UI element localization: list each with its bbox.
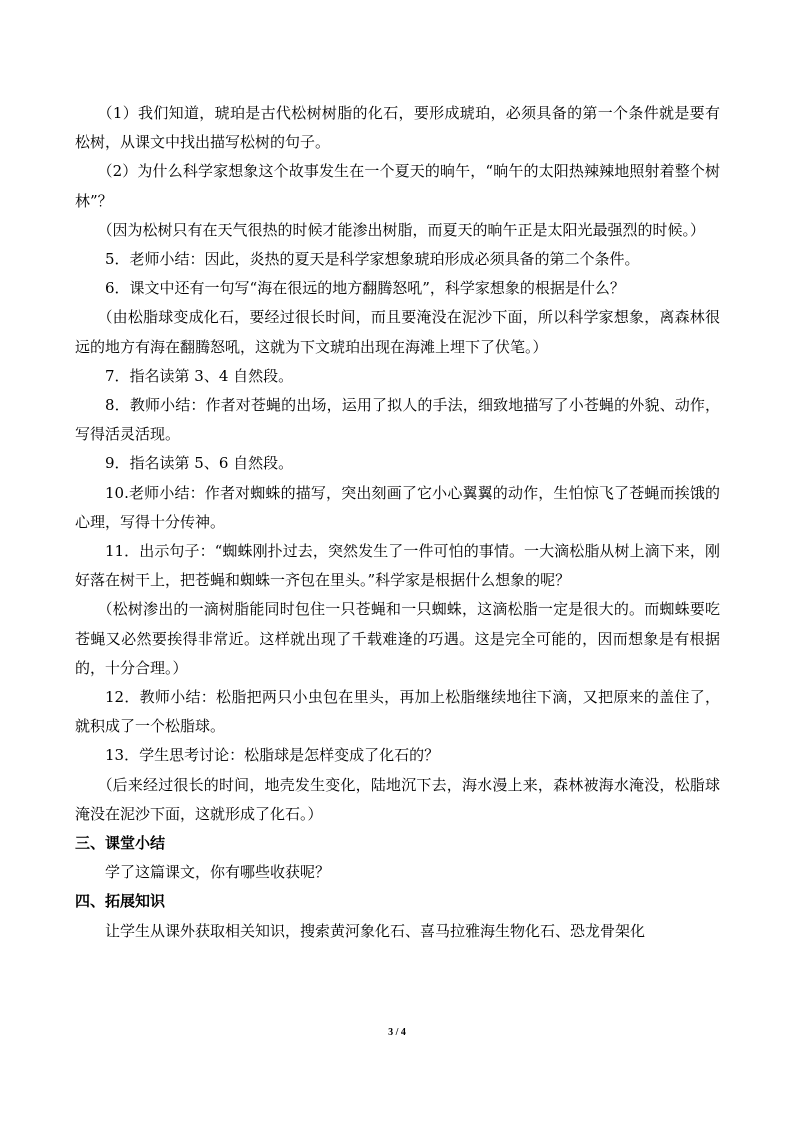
paragraph-question-2: （2）为什么科学家想象这个故事发生在一个夏天的晌午，“晌午的太阳热辣辣地照射着整个树林”？ bbox=[75, 162, 720, 210]
section-heading-extension: 四、拓展知识 bbox=[75, 892, 166, 911]
document-body bbox=[75, 99, 720, 946]
page-number: 3 / 4 bbox=[388, 1027, 406, 1038]
paragraph-step-9: 9．指名读第 5、6 自然段。 bbox=[105, 454, 294, 473]
paragraph-extension: 让学生从课外获取相关知识，搜索黄河象化石、喜马拉雅海生物化石、恐龙骨架化 bbox=[105, 921, 646, 940]
paragraph-answer-13: （后来经过很长的时间，地壳发生变化，陆地沉下去，海水漫上来，森林被海水淹没，松脂球淹没在泥沙下面，这就形成了化石。） bbox=[75, 775, 720, 823]
paragraph-question-1: （1）我们知道，琥珀是古代松树树脂的化石，要形成琥珀，必须具备的第一个条件就是要有松树，从课文中找出描写松树的句子。 bbox=[75, 104, 720, 152]
paragraph-summary: 学了这篇课文，你有哪些收获呢？ bbox=[105, 863, 331, 882]
paragraph-step-8: 8．教师小结：作者对苍蝇的出场，运用了拟人的手法，细致地描写了小苍蝇的外貌、动作，写得活灵活现。 bbox=[75, 396, 720, 444]
paragraph-step-13: 13．学生思考讨论：松脂球是怎样变成了化石的？ bbox=[105, 746, 440, 765]
paragraph-answer-11: （松树渗出的一滴树脂能同时包住一只苍蝇和一只蜘蛛，这滴松脂一定是很大的。而蜘蛛要吃苍蝇又必然要挨得非常近。这样就出现了千载难逢的巧遇。这是完全可能的，因而想象是有根据的，十分合理。） bbox=[75, 600, 720, 677]
paragraph-step-7: 7．指名读第 3、4 自然段。 bbox=[105, 366, 294, 385]
paragraph-answer-6: （由松脂球变成化石，要经过很长时间，而且要淹没在泥沙下面，所以科学家想象，离森林很远的地方有海在翻腾怒吼，这就为下文琥珀出现在海滩上埋下了伏笔。） bbox=[75, 308, 720, 356]
paragraph-step-5: 5．老师小结：因此，炎热的夏天是科学家想象琥珀形成必须具备的第二个条件。 bbox=[105, 250, 640, 269]
paragraph-step-6: 6．课文中还有一句写“海在很远的地方翻腾怒吼”，科学家想象的根据是什么？ bbox=[105, 279, 625, 298]
section-heading-summary: 三、课堂小结 bbox=[75, 834, 166, 853]
paragraph-answer-2: （因为松树只有在天气很热的时候才能渗出树脂，而夏天的晌午正是太阳光最强烈的时候。） bbox=[97, 220, 706, 239]
paragraph-step-10: 10.老师小结：作者对蜘蛛的描写，突出刻画了它小心翼翼的动作，生怕惊飞了苍蝇而挨饿的心理，写得十分传神。 bbox=[75, 483, 720, 531]
paragraph-step-12: 12．教师小结：松脂把两只小虫包在里头，再加上松脂继续地往下滴，又把原来的盖住了，就积成了一个松脂球。 bbox=[75, 688, 720, 736]
paragraph-step-11: 11．出示句子：“蜘蛛刚扑过去，突然发生了一件可怕的事情。一大滴松脂从树上滴下来，刚好落在树干上，把苍蝇和蜘蛛一齐包在里头。”科学家是根据什么想象的呢？ bbox=[75, 542, 720, 590]
